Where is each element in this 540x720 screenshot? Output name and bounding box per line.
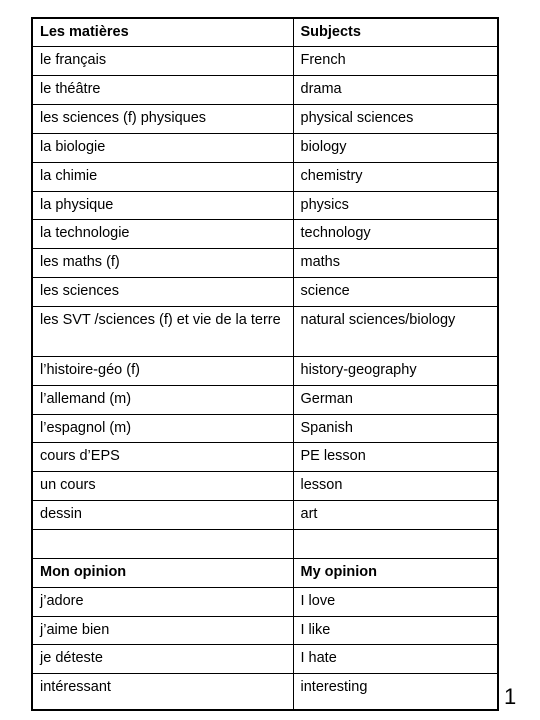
english-term: French xyxy=(293,47,498,76)
table-row xyxy=(32,133,498,162)
french-term: cours d’EPS xyxy=(32,443,293,472)
table-row xyxy=(32,249,498,278)
vocabulary-table xyxy=(31,17,499,711)
empty-cell xyxy=(32,530,293,559)
french-term: le théâtre xyxy=(32,76,293,105)
english-term: maths xyxy=(293,249,498,278)
french-term: l’espagnol (m) xyxy=(32,414,293,443)
header-english: Subjects xyxy=(293,18,498,47)
french-term: les sciences (f) physiques xyxy=(32,105,293,134)
empty-cell xyxy=(293,530,498,559)
table-row xyxy=(32,587,498,616)
table-row xyxy=(32,443,498,472)
french-term: j’adore xyxy=(32,587,293,616)
table-row xyxy=(32,162,498,191)
english-term: history-geography xyxy=(293,356,498,385)
english-term: technology xyxy=(293,220,498,249)
english-term: physics xyxy=(293,191,498,220)
english-term: I like xyxy=(293,616,498,645)
table-row xyxy=(32,191,498,220)
header-french: Les matières xyxy=(32,18,293,47)
table-row xyxy=(32,47,498,76)
english-term: art xyxy=(293,501,498,530)
french-term: je déteste xyxy=(32,645,293,674)
header-english: My opinion xyxy=(293,558,498,587)
table-row xyxy=(32,76,498,105)
table-row xyxy=(32,472,498,501)
english-term: I hate xyxy=(293,645,498,674)
table-row xyxy=(32,501,498,530)
french-term: l’histoire-géo (f) xyxy=(32,356,293,385)
english-term: Spanish xyxy=(293,414,498,443)
table-row xyxy=(32,105,498,134)
french-term: le français xyxy=(32,47,293,76)
french-term: les maths (f) xyxy=(32,249,293,278)
english-term: interesting xyxy=(293,674,498,710)
table-row xyxy=(32,278,498,307)
french-term: la physique xyxy=(32,191,293,220)
english-term: lesson xyxy=(293,472,498,501)
english-term: drama xyxy=(293,76,498,105)
french-term: l’allemand (m) xyxy=(32,385,293,414)
table-row xyxy=(32,220,498,249)
english-term: chemistry xyxy=(293,162,498,191)
english-term: PE lesson xyxy=(293,443,498,472)
table-row xyxy=(32,385,498,414)
french-term: un cours xyxy=(32,472,293,501)
table-row xyxy=(32,356,498,385)
english-term: I love xyxy=(293,587,498,616)
opinion-header-row xyxy=(32,558,498,587)
english-term: biology xyxy=(293,133,498,162)
english-term: German xyxy=(293,385,498,414)
french-term: les sciences xyxy=(32,278,293,307)
page-number: 1 xyxy=(504,684,517,709)
header-french: Mon opinion xyxy=(32,558,293,587)
french-term: j’aime bien xyxy=(32,616,293,645)
table-row xyxy=(32,306,498,356)
english-term: science xyxy=(293,278,498,307)
french-term: la chimie xyxy=(32,162,293,191)
french-term: intéressant xyxy=(32,674,293,710)
french-term: dessin xyxy=(32,501,293,530)
subjects-header-row xyxy=(32,18,498,47)
table-row xyxy=(32,674,498,710)
english-term: physical sciences xyxy=(293,105,498,134)
table-row xyxy=(32,645,498,674)
table-row xyxy=(32,616,498,645)
table-row xyxy=(32,414,498,443)
english-term: natural sciences/biology xyxy=(293,306,498,356)
french-term: la biologie xyxy=(32,133,293,162)
french-term: la technologie xyxy=(32,220,293,249)
french-term: les SVT /sciences (f) et vie de la terre xyxy=(32,306,293,356)
empty-row xyxy=(32,530,498,559)
